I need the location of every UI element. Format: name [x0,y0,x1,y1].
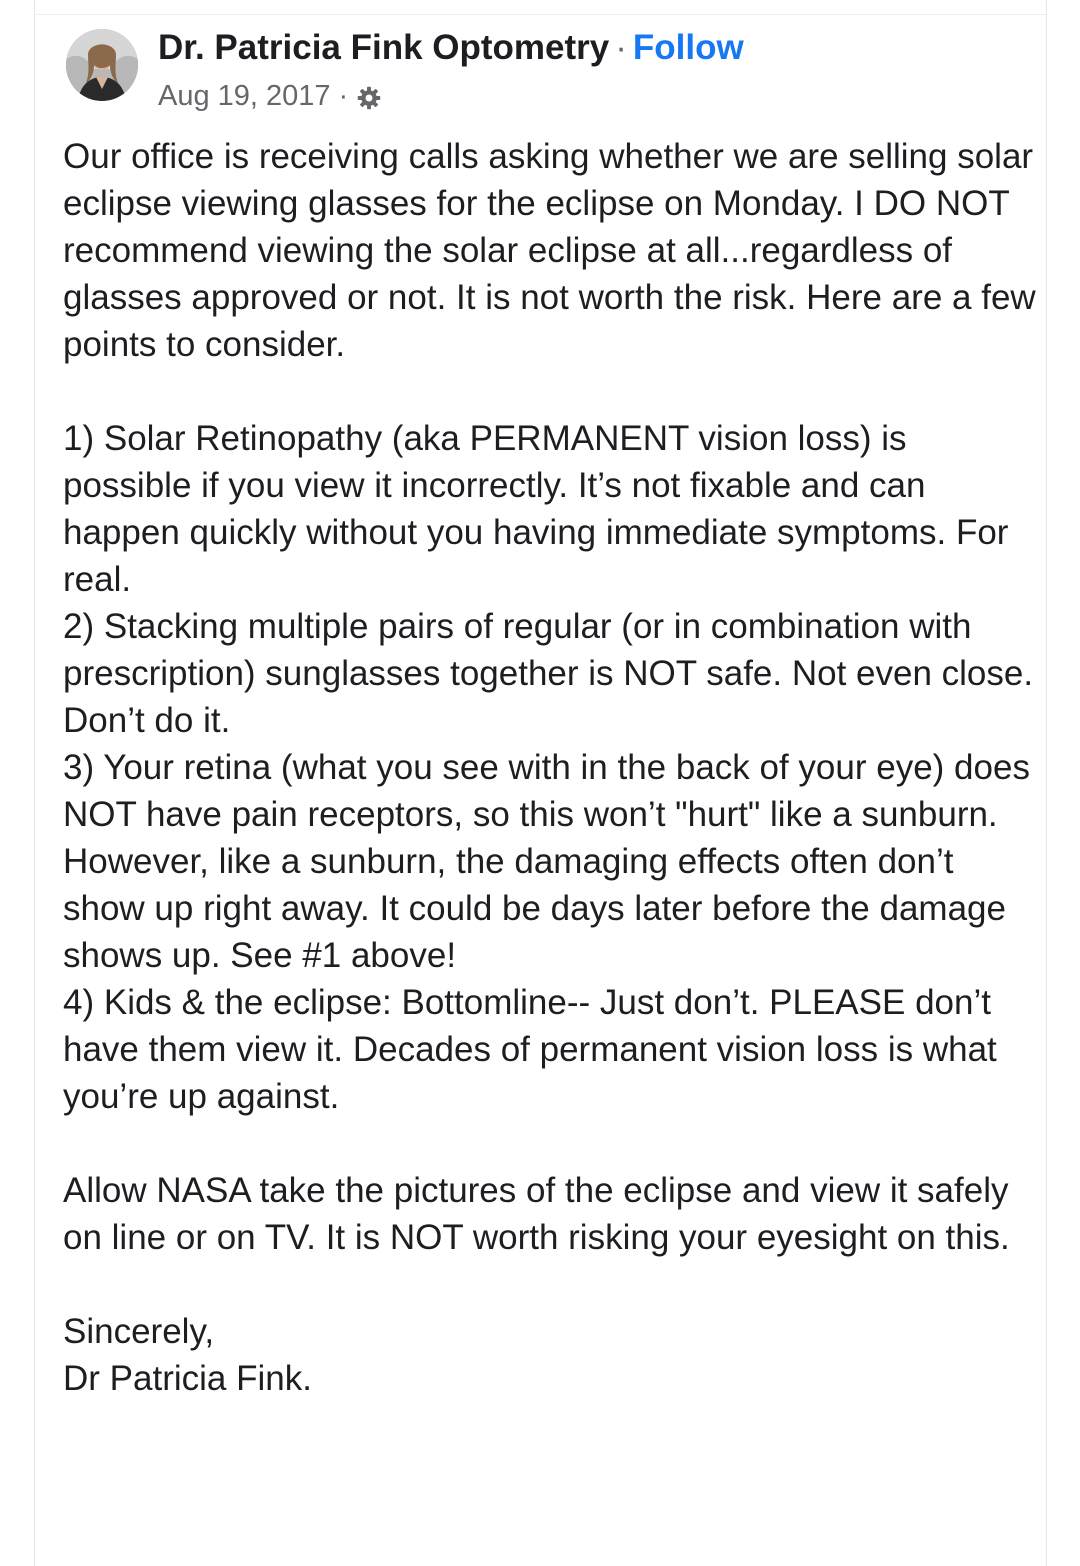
follow-button[interactable]: Follow [632,28,744,67]
paragraph-gap [63,368,1043,415]
header-separator: · [615,28,627,67]
post-point-2: 2) Stacking multiple pairs of regular (or in combination with prescription) sunglasses together is NOT safe. Not even close. Don’t do it. [63,607,1043,740]
post-signature: Dr Patricia Fink. [63,1359,312,1398]
post-closing: Allow NASA take the pictures of the eclipse and view it safely on line or on TV. It is NOT worth risking your eyesight on this. [63,1171,1019,1257]
post-point-3: 3) Your retina (what you see with in the back of your eye) does NOT have pain receptors, so this won’t "hurt" like a sunburn. However, like a sunburn, the damaging effects often don’t show up right away. It could be days later before the damage shows up. See #1 above! [63,748,1040,975]
paragraph-gap [63,1261,1043,1308]
post-intro: Our office is receiving calls asking whether we are selling solar eclipse viewing glasses for the eclipse on Monday. I DO NOT recommend viewing the solar eclipse at all...regardless of glasses approved or not. It is not worth the risk. Here are a few points to consider. [63,137,1046,364]
author-name[interactable]: Dr. Patricia Fink Optometry [158,28,610,67]
author-avatar[interactable] [66,29,138,101]
post-body [63,133,1046,1402]
post-point-1: 1) Solar Retinopathy (aka PERMANENT vision loss) is possible if you view it incorrectly. It’s not fixable and can happen quickly without you having immediate symptoms. For real. [63,419,1019,599]
avatar-portrait-icon [66,29,138,101]
gear-icon[interactable] [356,83,382,109]
post-point-4: 4) Kids & the eclipse: Bottomline-- Just don’t. PLEASE don’t have them view it. Decades of permanent vision loss is what you’re up against. [63,983,1007,1116]
paragraph-gap [63,1120,1043,1167]
post-meta [158,77,382,115]
meta-separator: · [338,80,349,112]
post-timestamp[interactable]: Aug 19, 2017 [158,80,331,112]
post-signoff: Sincerely, [63,1312,215,1351]
post-header [158,26,744,70]
